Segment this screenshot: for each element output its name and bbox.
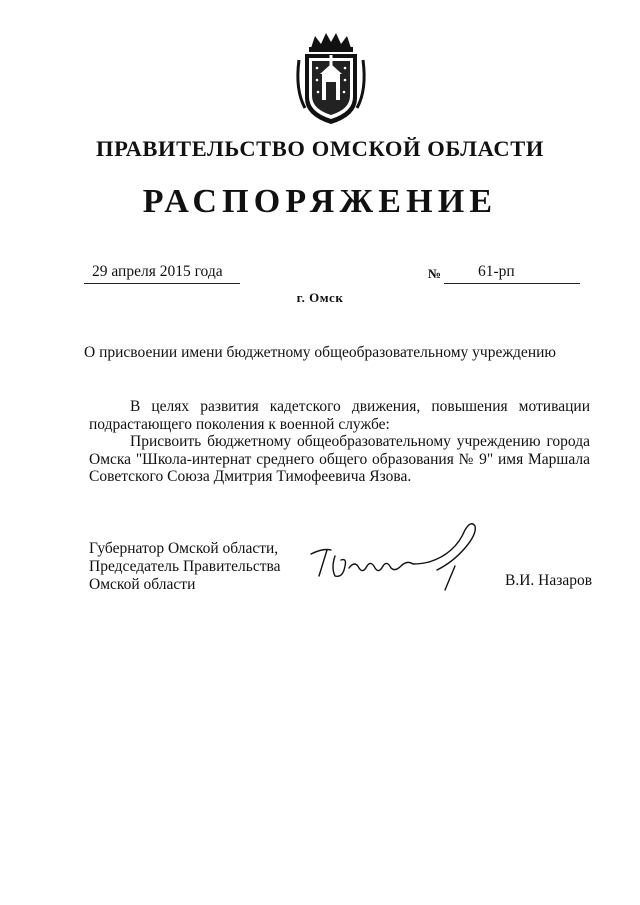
document-date-field <box>84 263 240 284</box>
signatory-position <box>89 540 309 594</box>
document-date: 29 апреля 2015 года <box>92 263 223 280</box>
body-paragraph: Присвоить бюджетному общеобразовательному учреждению города Омска "Школа-интернат среднего общего образования № 9" имя Маршала Советского Союза Дмитрия Тимофеевича Язова. <box>89 433 590 485</box>
city-label: г. Омск <box>296 290 344 305</box>
organization-title: ПРАВИТЕЛЬСТВО ОМСКОЙ ОБЛАСТИ <box>96 136 544 161</box>
position-line: Председатель Правительства <box>89 558 281 575</box>
document-subject: О присвоении имени бюджетному общеобразовательному учреждению <box>84 344 556 361</box>
handwritten-signature-icon <box>305 520 495 600</box>
signatory-name: В.И. Назаров <box>505 572 593 589</box>
document-number: 61-рп <box>478 263 515 280</box>
document-type-title: РАСПОРЯЖЕНИЕ <box>142 183 498 220</box>
position-line: Губернатор Омской области, <box>89 540 279 557</box>
position-line: Омской области <box>89 576 196 593</box>
coat-of-arms-icon <box>291 30 371 128</box>
body-paragraph: В целях развития кадетского движения, повышения мотивации подрастающего поколения к военной службе: <box>89 398 590 433</box>
number-label: № <box>428 266 442 281</box>
document-body <box>89 398 590 486</box>
document-number-field <box>444 263 580 284</box>
